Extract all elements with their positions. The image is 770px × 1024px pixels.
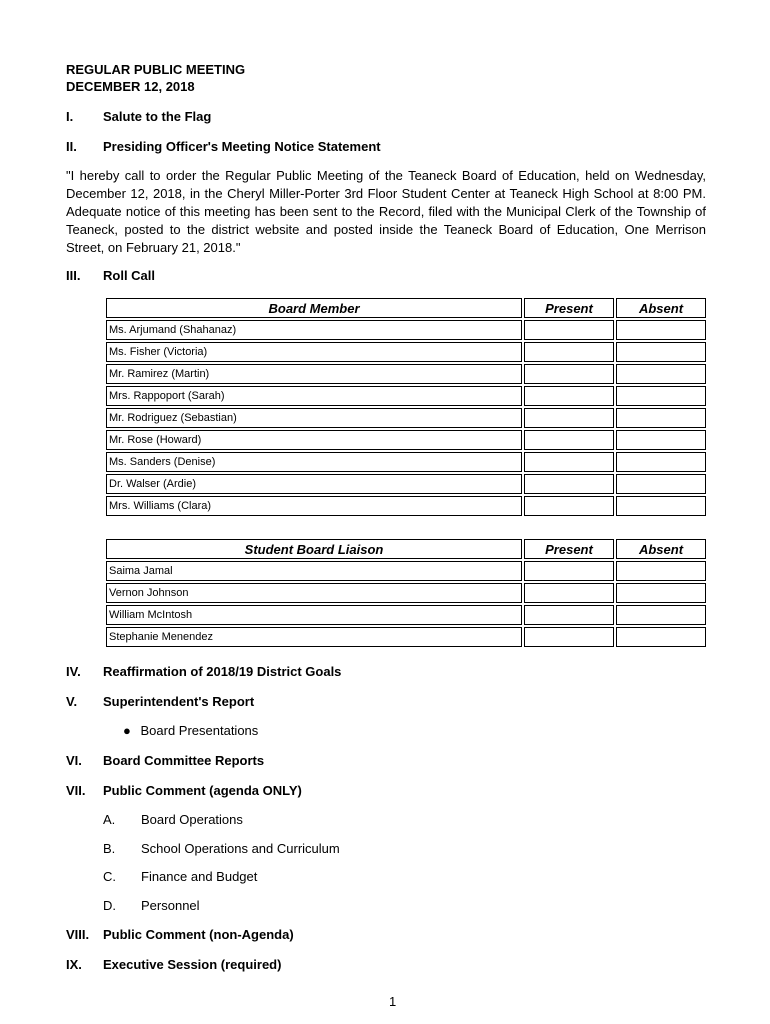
- table-row: [106, 408, 706, 428]
- present-cell[interactable]: [524, 452, 614, 472]
- table-row: [106, 320, 706, 340]
- absent-cell[interactable]: [616, 320, 706, 340]
- table-header-row: [106, 298, 706, 318]
- member-name-cell: Saima Jamal: [106, 561, 522, 581]
- member-name-cell: Ms. Fisher (Victoria): [106, 342, 522, 362]
- present-cell[interactable]: [524, 561, 614, 581]
- bullet-item: [123, 723, 258, 738]
- absent-cell[interactable]: [616, 408, 706, 428]
- column-header: Present: [524, 298, 614, 318]
- table-row: [106, 452, 706, 472]
- section-title: Superintendent's Report: [103, 694, 255, 709]
- table-row: [106, 627, 706, 647]
- bullet-text: Board Presentations: [140, 723, 259, 738]
- member-name-cell: Stephanie Menendez: [106, 627, 522, 647]
- table-row: [106, 386, 706, 406]
- absent-cell[interactable]: [616, 430, 706, 450]
- table-row: [106, 342, 706, 362]
- member-name-cell: Mr. Ramirez (Martin): [106, 364, 522, 384]
- list-item: Board Operations: [141, 812, 243, 827]
- member-name-cell: Mrs. Rappoport (Sarah): [106, 386, 522, 406]
- list-item: Personnel: [141, 898, 200, 913]
- bullet-icon: ●: [123, 723, 131, 738]
- section-number: VIII.: [66, 927, 90, 942]
- present-cell[interactable]: [524, 605, 614, 625]
- section-title: Public Comment (agenda ONLY): [103, 783, 302, 798]
- member-name-cell: Mr. Rodriguez (Sebastian): [106, 408, 522, 428]
- student-roll-call-table: [104, 537, 708, 649]
- table-row: [106, 496, 706, 516]
- absent-cell[interactable]: [616, 342, 706, 362]
- absent-cell[interactable]: [616, 474, 706, 494]
- section-title: Presiding Officer's Meeting Notice Statement: [103, 139, 381, 154]
- section-number: III.: [66, 268, 81, 283]
- absent-cell[interactable]: [616, 386, 706, 406]
- member-name-cell: Dr. Walser (Ardie): [106, 474, 522, 494]
- present-cell[interactable]: [524, 364, 614, 384]
- absent-cell[interactable]: [616, 452, 706, 472]
- table-row: [106, 583, 706, 603]
- meeting-date: DECEMBER 12, 2018: [66, 79, 195, 94]
- section-title: Executive Session (required): [103, 957, 282, 972]
- member-name-cell: Ms. Arjumand (Shahanaz): [106, 320, 522, 340]
- section-number: V.: [66, 694, 78, 709]
- board-roll-call-table: [104, 296, 708, 518]
- section-title: Salute to the Flag: [103, 109, 212, 124]
- present-cell[interactable]: [524, 386, 614, 406]
- table-row: [106, 364, 706, 384]
- list-letter: B.: [103, 841, 116, 856]
- page-number: 1: [389, 994, 397, 1009]
- table-header-row: [106, 539, 706, 559]
- present-cell[interactable]: [524, 627, 614, 647]
- absent-cell[interactable]: [616, 561, 706, 581]
- table-row: [106, 561, 706, 581]
- column-header: Absent: [616, 539, 706, 559]
- present-cell[interactable]: [524, 474, 614, 494]
- present-cell[interactable]: [524, 583, 614, 603]
- member-name-cell: Vernon Johnson: [106, 583, 522, 603]
- present-cell[interactable]: [524, 342, 614, 362]
- present-cell[interactable]: [524, 320, 614, 340]
- list-letter: C.: [103, 869, 116, 884]
- notice-statement: "I hereby call to order the Regular Public Meeting of the Teaneck Board of Education, held on Wednesday, December 12, 2018, in the Cheryl Miller-Porter 3rd Floor Student Center at Teaneck High School at 8:00 PM. Adequate notice of this meeting has been sent to the Record, filed with the Municipal Clerk of the Township of Teaneck, posted to the district website and posted inside the Teaneck Board of Education, One Merrison Street, on February 21, 2018.": [66, 168, 706, 255]
- member-name-cell: Mrs. Williams (Clara): [106, 496, 522, 516]
- present-cell[interactable]: [524, 408, 614, 428]
- member-name-cell: Ms. Sanders (Denise): [106, 452, 522, 472]
- column-header: Student Board Liaison: [106, 539, 522, 559]
- list-letter: A.: [103, 812, 116, 827]
- table-row: [106, 474, 706, 494]
- column-header: Absent: [616, 298, 706, 318]
- section-number: VII.: [66, 783, 86, 798]
- list-item: School Operations and Curriculum: [141, 841, 340, 856]
- absent-cell[interactable]: [616, 496, 706, 516]
- member-name-cell: Mr. Rose (Howard): [106, 430, 522, 450]
- section-title: Roll Call: [103, 268, 156, 283]
- section-number: IV.: [66, 664, 81, 679]
- section-title: Board Committee Reports: [103, 753, 265, 768]
- section-number: II.: [66, 139, 77, 154]
- member-name-cell: William McIntosh: [106, 605, 522, 625]
- column-header: Board Member: [106, 298, 522, 318]
- section-number: VI.: [66, 753, 82, 768]
- section-title: Reaffirmation of 2018/19 District Goals: [103, 664, 342, 679]
- list-item: Finance and Budget: [141, 869, 258, 884]
- present-cell[interactable]: [524, 430, 614, 450]
- table-row: [106, 430, 706, 450]
- absent-cell[interactable]: [616, 583, 706, 603]
- list-letter: D.: [103, 898, 116, 913]
- present-cell[interactable]: [524, 496, 614, 516]
- absent-cell[interactable]: [616, 627, 706, 647]
- meeting-title: REGULAR PUBLIC MEETING: [66, 62, 246, 77]
- section-title: Public Comment (non-Agenda): [103, 927, 294, 942]
- absent-cell[interactable]: [616, 605, 706, 625]
- column-header: Present: [524, 539, 614, 559]
- section-number: I.: [66, 109, 74, 124]
- table-row: [106, 605, 706, 625]
- section-number: IX.: [66, 957, 82, 972]
- absent-cell[interactable]: [616, 364, 706, 384]
